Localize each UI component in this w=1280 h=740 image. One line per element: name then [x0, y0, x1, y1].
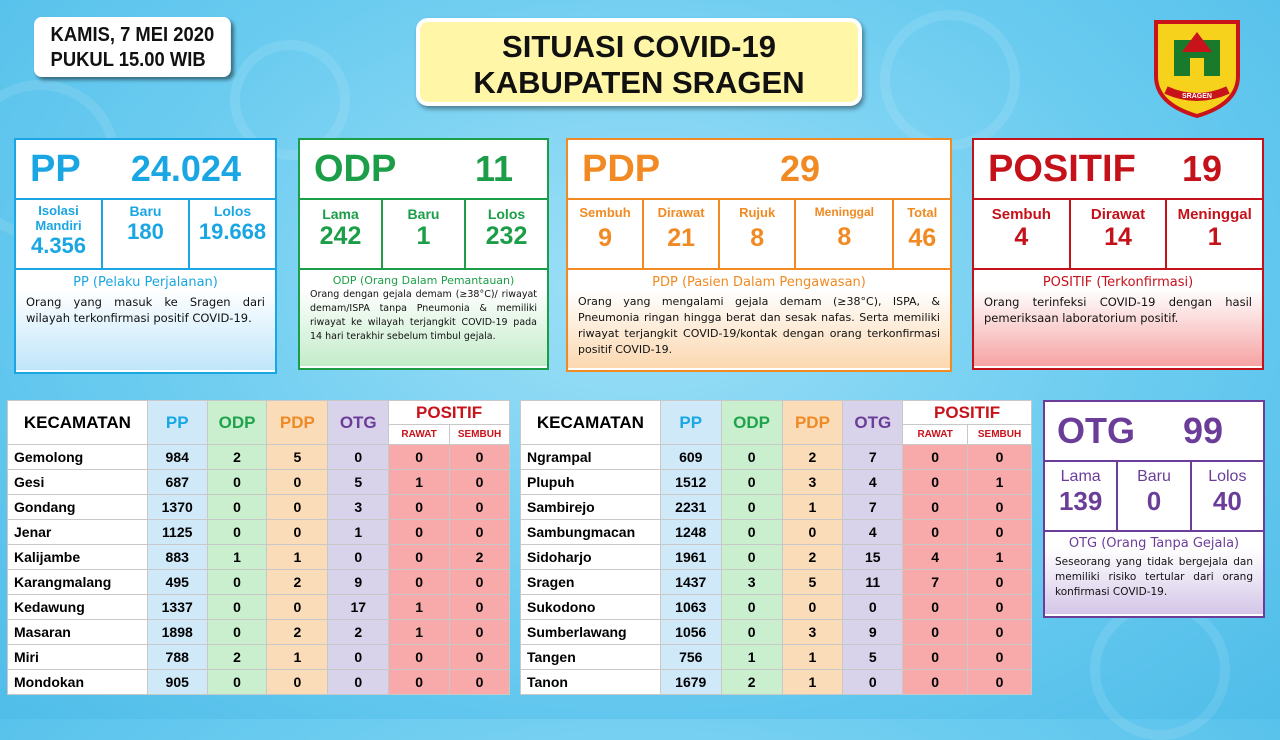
- odp-cell: 2: [721, 670, 782, 695]
- pp-cell: 1679: [660, 670, 721, 695]
- odp-cell: 0: [721, 445, 782, 470]
- pp-cell: 1063: [660, 595, 721, 620]
- sembuh-cell: 0: [450, 470, 510, 495]
- odp-cell: 0: [721, 595, 782, 620]
- kecamatan-cell: Ngrampal: [521, 445, 661, 470]
- odp-stat-value: 242: [319, 222, 362, 250]
- otg-cell: 9: [328, 570, 389, 595]
- rawat-cell: 0: [389, 670, 450, 695]
- pp-cell: 609: [660, 445, 721, 470]
- otg-stat-value: 0: [1146, 486, 1162, 516]
- table-row: [521, 545, 1032, 570]
- otg-stat-value: 139: [1058, 486, 1103, 516]
- odp-stat-label: Lama: [322, 206, 359, 222]
- rawat-cell: 0: [389, 645, 450, 670]
- rawat-cell: 0: [389, 495, 450, 520]
- col-header-rawat: RAWAT: [903, 425, 968, 445]
- title-line-2: KABUPATEN SRAGEN: [473, 65, 805, 100]
- odp-cell: 2: [207, 645, 267, 670]
- sembuh-cell: 0: [968, 570, 1032, 595]
- col-header-positif: POSITIF: [903, 401, 1032, 425]
- table-row: [521, 670, 1032, 695]
- pp-cell: 883: [147, 545, 207, 570]
- otg-cell: 4: [843, 520, 903, 545]
- sembuh-cell: 2: [450, 545, 510, 570]
- otg-stat-label: Lolos: [1208, 468, 1247, 485]
- pdp-cell: 1: [267, 545, 328, 570]
- pdp-label: PDP: [582, 147, 661, 190]
- sembuh-cell: 0: [450, 620, 510, 645]
- rawat-cell: 4: [903, 545, 968, 570]
- pdp-cell: 0: [782, 595, 843, 620]
- table-row: [8, 670, 510, 695]
- pdp-cell: 0: [267, 470, 328, 495]
- odp-cell: 1: [721, 645, 782, 670]
- kecamatan-cell: Tangen: [521, 645, 661, 670]
- rawat-cell: 0: [903, 495, 968, 520]
- pp-stat-label: Baru: [129, 203, 162, 219]
- kecamatan-cell: Sambungmacan: [521, 520, 661, 545]
- rawat-cell: 7: [903, 570, 968, 595]
- positif-desc-title: POSITIF (Terkonfirmasi): [1042, 275, 1194, 290]
- rawat-cell: 1: [389, 470, 450, 495]
- pp-cell: 1512: [660, 470, 721, 495]
- kecamatan-cell: Kalijambe: [8, 545, 148, 570]
- sembuh-cell: 0: [968, 595, 1032, 620]
- otg-description: Seseorang yang tidak bergejala dan memiliki risiko tertular dari orang konfirmasi COVID-19.: [1055, 556, 1253, 598]
- table-row: [8, 520, 510, 545]
- odp-description: Orang dengan gejala demam (≥38°C)/ riwayat demam/ISPA tanpa Pneumonia & memiliki riwayat ke wilayah terjangkit COVID-19 pada 14 hari terakhir sebelum timbul gejala.: [310, 289, 537, 342]
- otg-cell: 5: [328, 470, 389, 495]
- sembuh-cell: 0: [450, 595, 510, 620]
- sembuh-cell: 0: [450, 445, 510, 470]
- table-row: [8, 645, 510, 670]
- sragen-logo: [1152, 18, 1242, 118]
- table-row: [521, 520, 1032, 545]
- otg-cell: 3: [328, 495, 389, 520]
- pdp-cell: 0: [267, 495, 328, 520]
- otg-cell: 17: [328, 595, 389, 620]
- col-header-kecamatan: KECAMATAN: [8, 401, 148, 445]
- odp-cell: 0: [207, 595, 267, 620]
- pp-cell: 495: [147, 570, 207, 595]
- pdp-cell: 1: [782, 495, 843, 520]
- odp-cell: 0: [207, 570, 267, 595]
- col-header-positif: POSITIF: [389, 401, 510, 425]
- odp-cell: 3: [721, 570, 782, 595]
- odp-total: 11: [474, 148, 513, 189]
- col-header-rawat: RAWAT: [389, 425, 450, 445]
- odp-cell: 0: [721, 470, 782, 495]
- odp-cell: 0: [207, 620, 267, 645]
- table-row: [521, 620, 1032, 645]
- odp-cell: 2: [207, 445, 267, 470]
- kecamatan-cell: Sukodono: [521, 595, 661, 620]
- pdp-description: Orang yang mengalami gejala demam (≥38°C), ISPA, & Pneumonia ringan hingga berat dan sesak nafas. Serta memiliki riwayat terjangkit COVID-19/kontak dengan orang terkonfirmasi positif COVID-19.: [578, 295, 940, 356]
- pp-total: 24.024: [130, 148, 241, 189]
- odp-cell: 0: [721, 545, 782, 570]
- otg-cell: 7: [843, 495, 903, 520]
- rawat-cell: 0: [903, 620, 968, 645]
- pdp-stat-label: Rujuk: [739, 205, 776, 220]
- otg-label: OTG: [1057, 410, 1135, 451]
- otg-cell: 0: [328, 670, 389, 695]
- pdp-cell: 0: [267, 595, 328, 620]
- pdp-stat-value: 8: [837, 223, 852, 251]
- sembuh-cell: 1: [968, 545, 1032, 570]
- otg-cell: 5: [843, 645, 903, 670]
- pp-cell: 2231: [660, 495, 721, 520]
- pdp-stat-value: 21: [667, 224, 695, 252]
- sembuh-cell: 0: [450, 495, 510, 520]
- odp-cell: 0: [207, 520, 267, 545]
- positif-stat-value: 1: [1207, 223, 1222, 251]
- pdp-stat-value: 9: [598, 224, 612, 252]
- odp-stat-value: 1: [416, 222, 431, 250]
- odp-card: [298, 138, 549, 370]
- table-row: [521, 595, 1032, 620]
- rawat-cell: 0: [903, 595, 968, 620]
- odp-cell: 0: [721, 495, 782, 520]
- positif-label: POSITIF: [988, 147, 1136, 190]
- pdp-cell: 1: [782, 645, 843, 670]
- pp-cell: 687: [147, 470, 207, 495]
- sembuh-cell: 0: [450, 645, 510, 670]
- otg-cell: 1: [328, 520, 389, 545]
- kecamatan-cell: Kedawung: [8, 595, 148, 620]
- pp-cell: 1248: [660, 520, 721, 545]
- pp-stat-value: 180: [127, 219, 164, 244]
- otg-cell: 4: [843, 470, 903, 495]
- odp-label: ODP: [314, 147, 397, 190]
- kecamatan-cell: Sragen: [521, 570, 661, 595]
- sembuh-cell: 0: [968, 645, 1032, 670]
- col-header-odp: ODP: [721, 401, 782, 445]
- kecamatan-cell: Jenar: [8, 520, 148, 545]
- pdp-total: 29: [779, 148, 820, 189]
- table-row: [521, 445, 1032, 470]
- col-header-pdp: PDP: [782, 401, 843, 445]
- kecamatan-cell: Sumberlawang: [521, 620, 661, 645]
- sembuh-cell: 0: [968, 445, 1032, 470]
- table-row: [8, 545, 510, 570]
- pp-cell: 1370: [147, 495, 207, 520]
- otg-cell: 2: [328, 620, 389, 645]
- odp-cell: 0: [207, 670, 267, 695]
- logo-text: SRAGEN: [1182, 93, 1212, 100]
- positif-stat-label: Dirawat: [1090, 206, 1146, 223]
- otg-cell: 15: [843, 545, 903, 570]
- sembuh-cell: 0: [450, 520, 510, 545]
- rawat-cell: 0: [389, 570, 450, 595]
- sembuh-cell: 0: [968, 620, 1032, 645]
- otg-cell: 9: [843, 620, 903, 645]
- otg-stat-label: Baru: [1137, 468, 1171, 485]
- pp-description: Orang yang masuk ke Sragen dari wilayah terkonfirmasi positif COVID-19.: [26, 295, 265, 325]
- pdp-stat-label: Dirawat: [657, 205, 705, 220]
- positif-stat-label: Sembuh: [991, 206, 1051, 223]
- title-line-1: SITUASI COVID-19: [502, 29, 776, 64]
- col-header-pdp: PDP: [267, 401, 328, 445]
- rawat-cell: 0: [903, 470, 968, 495]
- kecamatan-cell: Mondokan: [8, 670, 148, 695]
- kecamatan-table-right: [520, 400, 1032, 695]
- pdp-stat-value: 46: [908, 224, 937, 252]
- table-row: [8, 595, 510, 620]
- pdp-stat-value: 8: [750, 224, 765, 252]
- rawat-cell: 0: [389, 520, 450, 545]
- otg-cell: 0: [843, 595, 903, 620]
- pdp-cell: 2: [782, 445, 843, 470]
- odp-cell: 1: [207, 545, 267, 570]
- odp-stat-value: 232: [485, 222, 528, 250]
- rawat-cell: 0: [389, 445, 450, 470]
- pdp-stat-label: Meninggal: [814, 205, 874, 219]
- pp-cell: 1125: [147, 520, 207, 545]
- table-row: [8, 570, 510, 595]
- table-row: [8, 620, 510, 645]
- kecamatan-cell: Plupuh: [521, 470, 661, 495]
- positif-stat-label: Meninggal: [1177, 206, 1252, 223]
- positif-stat-value: 4: [1014, 223, 1029, 251]
- odp-cell: 0: [207, 470, 267, 495]
- pp-label: PP: [30, 147, 81, 190]
- odp-cell: 0: [207, 495, 267, 520]
- odp-cell: 0: [721, 520, 782, 545]
- pdp-desc-title: PDP (Pasien Dalam Pengawasan): [652, 275, 866, 290]
- pp-stat-value: 19.668: [198, 219, 267, 244]
- table-row: [521, 645, 1032, 670]
- col-header-kecamatan: KECAMATAN: [521, 401, 661, 445]
- table-row: [521, 570, 1032, 595]
- otg-desc-title: OTG (Orang Tanpa Gejala): [1068, 536, 1240, 551]
- pp-cell: 1961: [660, 545, 721, 570]
- title-box: [416, 18, 862, 106]
- pp-card: [14, 138, 277, 374]
- pp-cell: 1898: [147, 620, 207, 645]
- positif-stat-value: 14: [1104, 223, 1132, 251]
- kecamatan-table-left: [7, 400, 510, 695]
- pdp-stat-label: Total: [907, 205, 938, 220]
- date-line: KAMIS, 7 MEI 2020: [50, 24, 215, 46]
- sembuh-cell: 1: [968, 470, 1032, 495]
- pdp-cell: 0: [782, 520, 843, 545]
- otg-cell: 0: [328, 645, 389, 670]
- kecamatan-cell: Tanon: [521, 670, 661, 695]
- pp-cell: 788: [147, 645, 207, 670]
- time-line: PUKUL 15.00 WIB: [50, 49, 206, 71]
- col-header-odp: ODP: [207, 401, 267, 445]
- rawat-cell: 0: [389, 545, 450, 570]
- sembuh-cell: 0: [968, 520, 1032, 545]
- pdp-cell: 1: [267, 645, 328, 670]
- kecamatan-cell: Gondang: [8, 495, 148, 520]
- pdp-cell: 2: [267, 620, 328, 645]
- pp-desc-title: PP (Pelaku Perjalanan): [73, 275, 218, 290]
- pdp-cell: 5: [267, 445, 328, 470]
- otg-cell: 0: [843, 670, 903, 695]
- table-row: [8, 470, 510, 495]
- otg-stat-value: 40: [1212, 486, 1242, 516]
- pdp-cell: 2: [267, 570, 328, 595]
- odp-stat-label: Baru: [407, 206, 440, 222]
- rawat-cell: 0: [903, 520, 968, 545]
- sembuh-cell: 0: [450, 570, 510, 595]
- pp-stat-label: Isolasi Mandiri: [35, 203, 82, 233]
- pp-cell: 1437: [660, 570, 721, 595]
- rawat-cell: 0: [903, 445, 968, 470]
- sembuh-cell: 0: [450, 670, 510, 695]
- sembuh-cell: 0: [968, 495, 1032, 520]
- col-header-pp: PP: [660, 401, 721, 445]
- pp-stat-value: 4.356: [30, 233, 87, 258]
- rawat-cell: 0: [903, 670, 968, 695]
- kecamatan-cell: Masaran: [8, 620, 148, 645]
- kecamatan-cell: Sidoharjo: [521, 545, 661, 570]
- positif-description: Orang terinfeksi COVID-19 dengan hasil pemeriksaan laboratorium positif.: [984, 295, 1252, 325]
- otg-card: [1043, 400, 1265, 618]
- table-row: [8, 495, 510, 520]
- otg-cell: 7: [843, 445, 903, 470]
- sembuh-cell: 0: [968, 670, 1032, 695]
- pdp-cell: 0: [267, 670, 328, 695]
- odp-desc-title: ODP (Orang Dalam Pemantauan): [332, 274, 515, 287]
- col-header-otg: OTG: [328, 401, 389, 445]
- pdp-cell: 3: [782, 470, 843, 495]
- rawat-cell: 1: [389, 595, 450, 620]
- table-row: [8, 445, 510, 470]
- pp-cell: 905: [147, 670, 207, 695]
- kecamatan-cell: Miri: [8, 645, 148, 670]
- pdp-stat-label: Sembuh: [579, 205, 631, 220]
- pp-cell: 1056: [660, 620, 721, 645]
- date-box: [34, 17, 231, 77]
- pp-stat-label: Lolos: [213, 203, 252, 219]
- odp-stat-label: Lolos: [487, 206, 526, 222]
- kecamatan-cell: Gesi: [8, 470, 148, 495]
- positif-card: [972, 138, 1264, 370]
- rawat-cell: 1: [389, 620, 450, 645]
- otg-cell: 0: [328, 445, 389, 470]
- pdp-cell: 5: [782, 570, 843, 595]
- col-header-sembuh: SEMBUH: [450, 425, 510, 445]
- kecamatan-cell: Sambirejo: [521, 495, 661, 520]
- otg-cell: 0: [328, 545, 389, 570]
- pdp-cell: 1: [782, 670, 843, 695]
- pdp-cell: 2: [782, 545, 843, 570]
- table-row: [521, 470, 1032, 495]
- positif-total: 19: [1181, 148, 1222, 189]
- pp-cell: 756: [660, 645, 721, 670]
- col-header-otg: OTG: [843, 401, 903, 445]
- rawat-cell: 0: [903, 645, 968, 670]
- otg-stat-label: Lama: [1060, 468, 1101, 485]
- odp-cell: 0: [721, 620, 782, 645]
- pdp-card: [566, 138, 952, 372]
- kecamatan-cell: Gemolong: [8, 445, 148, 470]
- pp-cell: 984: [147, 445, 207, 470]
- virus-decoration: [1090, 600, 1230, 740]
- otg-cell: 11: [843, 570, 903, 595]
- table-row: [521, 495, 1032, 520]
- virus-decoration: [880, 10, 1020, 150]
- col-header-sembuh: SEMBUH: [968, 425, 1032, 445]
- otg-total: 99: [1182, 410, 1223, 451]
- col-header-pp: PP: [147, 401, 207, 445]
- kecamatan-cell: Karangmalang: [8, 570, 148, 595]
- pp-cell: 1337: [147, 595, 207, 620]
- pdp-cell: 0: [267, 520, 328, 545]
- pdp-cell: 3: [782, 620, 843, 645]
